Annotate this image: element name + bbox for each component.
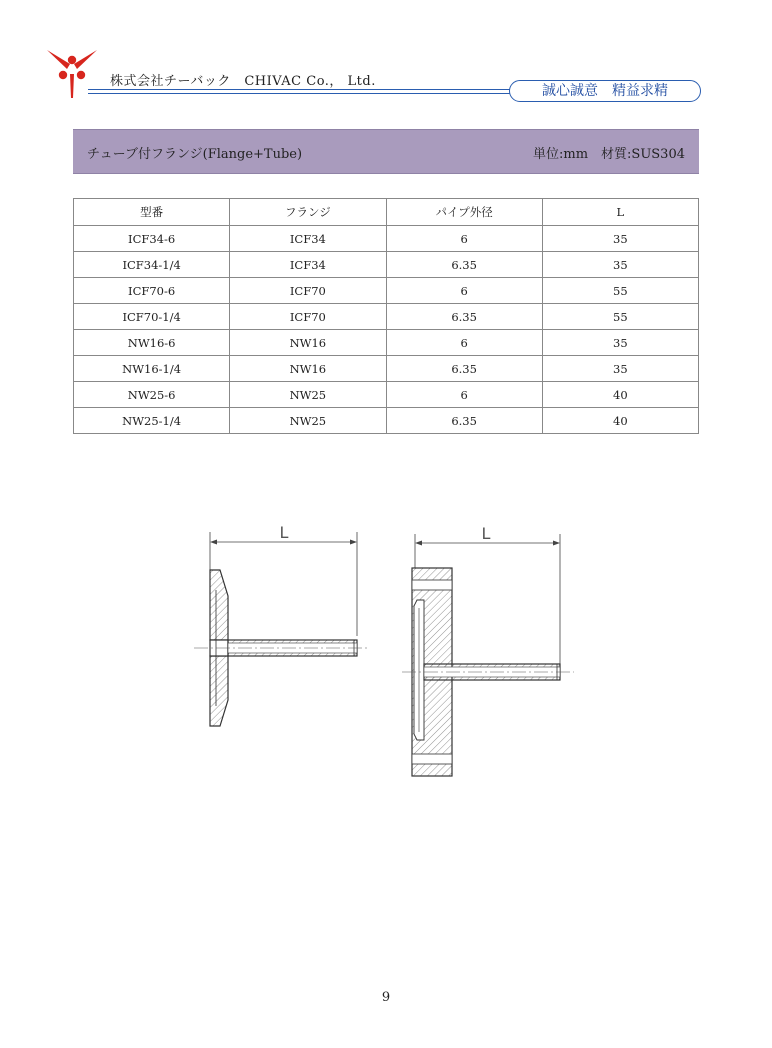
dim-label-l: L (481, 524, 491, 543)
table-row (74, 408, 699, 434)
header-rule-thin (88, 93, 512, 94)
cell-pipe-od: 6.35 (386, 408, 542, 434)
table-header-row (74, 199, 699, 226)
kf-flange-tube-drawing (190, 508, 380, 748)
cell-model: ICF70-6 (74, 278, 230, 304)
cell-flange: NW25 (230, 382, 386, 408)
company-logo (44, 44, 100, 100)
cell-length: 40 (542, 408, 698, 434)
cell-model: ICF34-6 (74, 226, 230, 252)
table-row (74, 382, 699, 408)
cell-pipe-od: 6 (386, 278, 542, 304)
cell-length: 35 (542, 226, 698, 252)
cell-length: 35 (542, 252, 698, 278)
unit-material: 単位:mm 材質:SUS304 (533, 147, 685, 162)
col-header-length: L (542, 199, 698, 226)
cell-pipe-od: 6 (386, 330, 542, 356)
cell-length: 35 (542, 356, 698, 382)
company-name: 株式会社チーバック CHIVAC Co.， Ltd. (110, 74, 376, 89)
cell-flange: NW25 (230, 408, 386, 434)
table-row (74, 252, 699, 278)
col-header-pipe-od: パイプ外径 (386, 199, 542, 226)
cell-flange: ICF70 (230, 304, 386, 330)
cell-flange: NW16 (230, 330, 386, 356)
table-row (74, 356, 699, 382)
cell-pipe-od: 6.35 (386, 304, 542, 330)
cell-model: NW25-6 (74, 382, 230, 408)
cell-flange: ICF34 (230, 252, 386, 278)
header-rule (88, 89, 512, 90)
cell-model: NW16-1/4 (74, 356, 230, 382)
cell-length: 55 (542, 278, 698, 304)
cell-model: NW25-1/4 (74, 408, 230, 434)
col-header-flange: フランジ (230, 199, 386, 226)
title-band (73, 129, 699, 174)
cell-model: ICF34-1/4 (74, 252, 230, 278)
table-row (74, 304, 699, 330)
cell-model: ICF70-1/4 (74, 304, 230, 330)
cell-length: 55 (542, 304, 698, 330)
cell-pipe-od: 6.35 (386, 356, 542, 382)
cell-model: NW16-6 (74, 330, 230, 356)
slogan-badge: 誠心誠意 精益求精 (509, 80, 701, 102)
icf-flange-tube-drawing (398, 508, 588, 780)
col-header-model: 型番 (74, 199, 230, 226)
cell-pipe-od: 6 (386, 382, 542, 408)
cell-pipe-od: 6.35 (386, 252, 542, 278)
table-row (74, 226, 699, 252)
cell-pipe-od: 6 (386, 226, 542, 252)
table-row (74, 278, 699, 304)
table-row (74, 330, 699, 356)
page-number: 9 (381, 990, 391, 1005)
cell-flange: NW16 (230, 356, 386, 382)
cell-length: 35 (542, 330, 698, 356)
cell-flange: ICF34 (230, 226, 386, 252)
section-title: チューブ付フランジ(Flange+Tube) (87, 147, 303, 162)
cell-length: 40 (542, 382, 698, 408)
cell-flange: ICF70 (230, 278, 386, 304)
dim-label-l: L (279, 523, 289, 542)
spec-table (73, 198, 699, 434)
